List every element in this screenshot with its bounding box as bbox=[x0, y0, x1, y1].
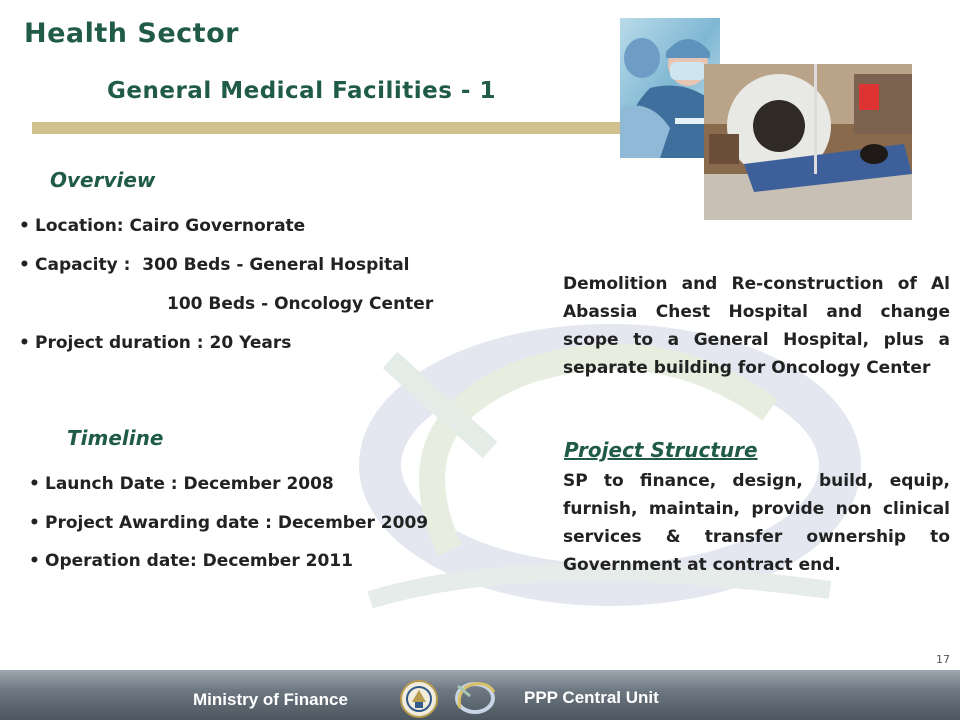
ppp-logo-icon bbox=[452, 678, 498, 718]
list-item-text: Capacity : 300 Beds - General Hospital bbox=[35, 255, 410, 275]
bullet-icon: • bbox=[29, 474, 40, 494]
list-item-text: Project Awarding date : December 2009 bbox=[45, 513, 429, 533]
bullet-icon: • bbox=[19, 216, 30, 236]
project-structure-heading: Project Structure bbox=[564, 438, 758, 462]
list-item-text: 100 Beds - Oncology Center bbox=[167, 294, 434, 314]
bullet-icon: • bbox=[29, 513, 40, 533]
timeline-heading: Timeline bbox=[67, 426, 164, 450]
footer-ministry-label: Ministry of Finance bbox=[193, 690, 348, 709]
overview-heading: Overview bbox=[50, 168, 156, 192]
bullet-icon: • bbox=[29, 551, 40, 571]
ministry-seal-icon bbox=[400, 680, 438, 718]
page-number: 17 bbox=[936, 653, 950, 666]
list-item-text: Location: Cairo Governorate bbox=[35, 216, 306, 236]
list-item bbox=[19, 333, 291, 353]
bullet-icon: • bbox=[19, 255, 30, 275]
project-structure-text: SP to finance, design, build, equip, furnish, maintain, provide non clinical services & transfer ownership to Government at contract end. bbox=[563, 471, 950, 575]
list-item bbox=[29, 474, 334, 494]
title-divider bbox=[32, 122, 622, 134]
page-title: Health Sector bbox=[24, 18, 239, 49]
list-item-text: Launch Date : December 2008 bbox=[45, 474, 334, 494]
ct-scanner-photo bbox=[704, 64, 912, 220]
page-subtitle: General Medical Facilities - 1 bbox=[107, 78, 496, 104]
list-item bbox=[29, 513, 428, 533]
list-item-text: Project duration : 20 Years bbox=[35, 333, 292, 353]
list-item bbox=[19, 216, 305, 236]
footer-ppp-label: PPP Central Unit bbox=[524, 688, 659, 707]
bullet-icon: • bbox=[19, 333, 30, 353]
list-item bbox=[19, 255, 410, 275]
project-description: Demolition and Re-construction of Al Abassia Chest Hospital and change scope to a General Hospital, plus a separate building for Oncology Center bbox=[563, 274, 950, 378]
list-item bbox=[29, 551, 353, 571]
list-item-continuation bbox=[167, 294, 433, 314]
list-item-text: Operation date: December 2011 bbox=[45, 551, 353, 571]
